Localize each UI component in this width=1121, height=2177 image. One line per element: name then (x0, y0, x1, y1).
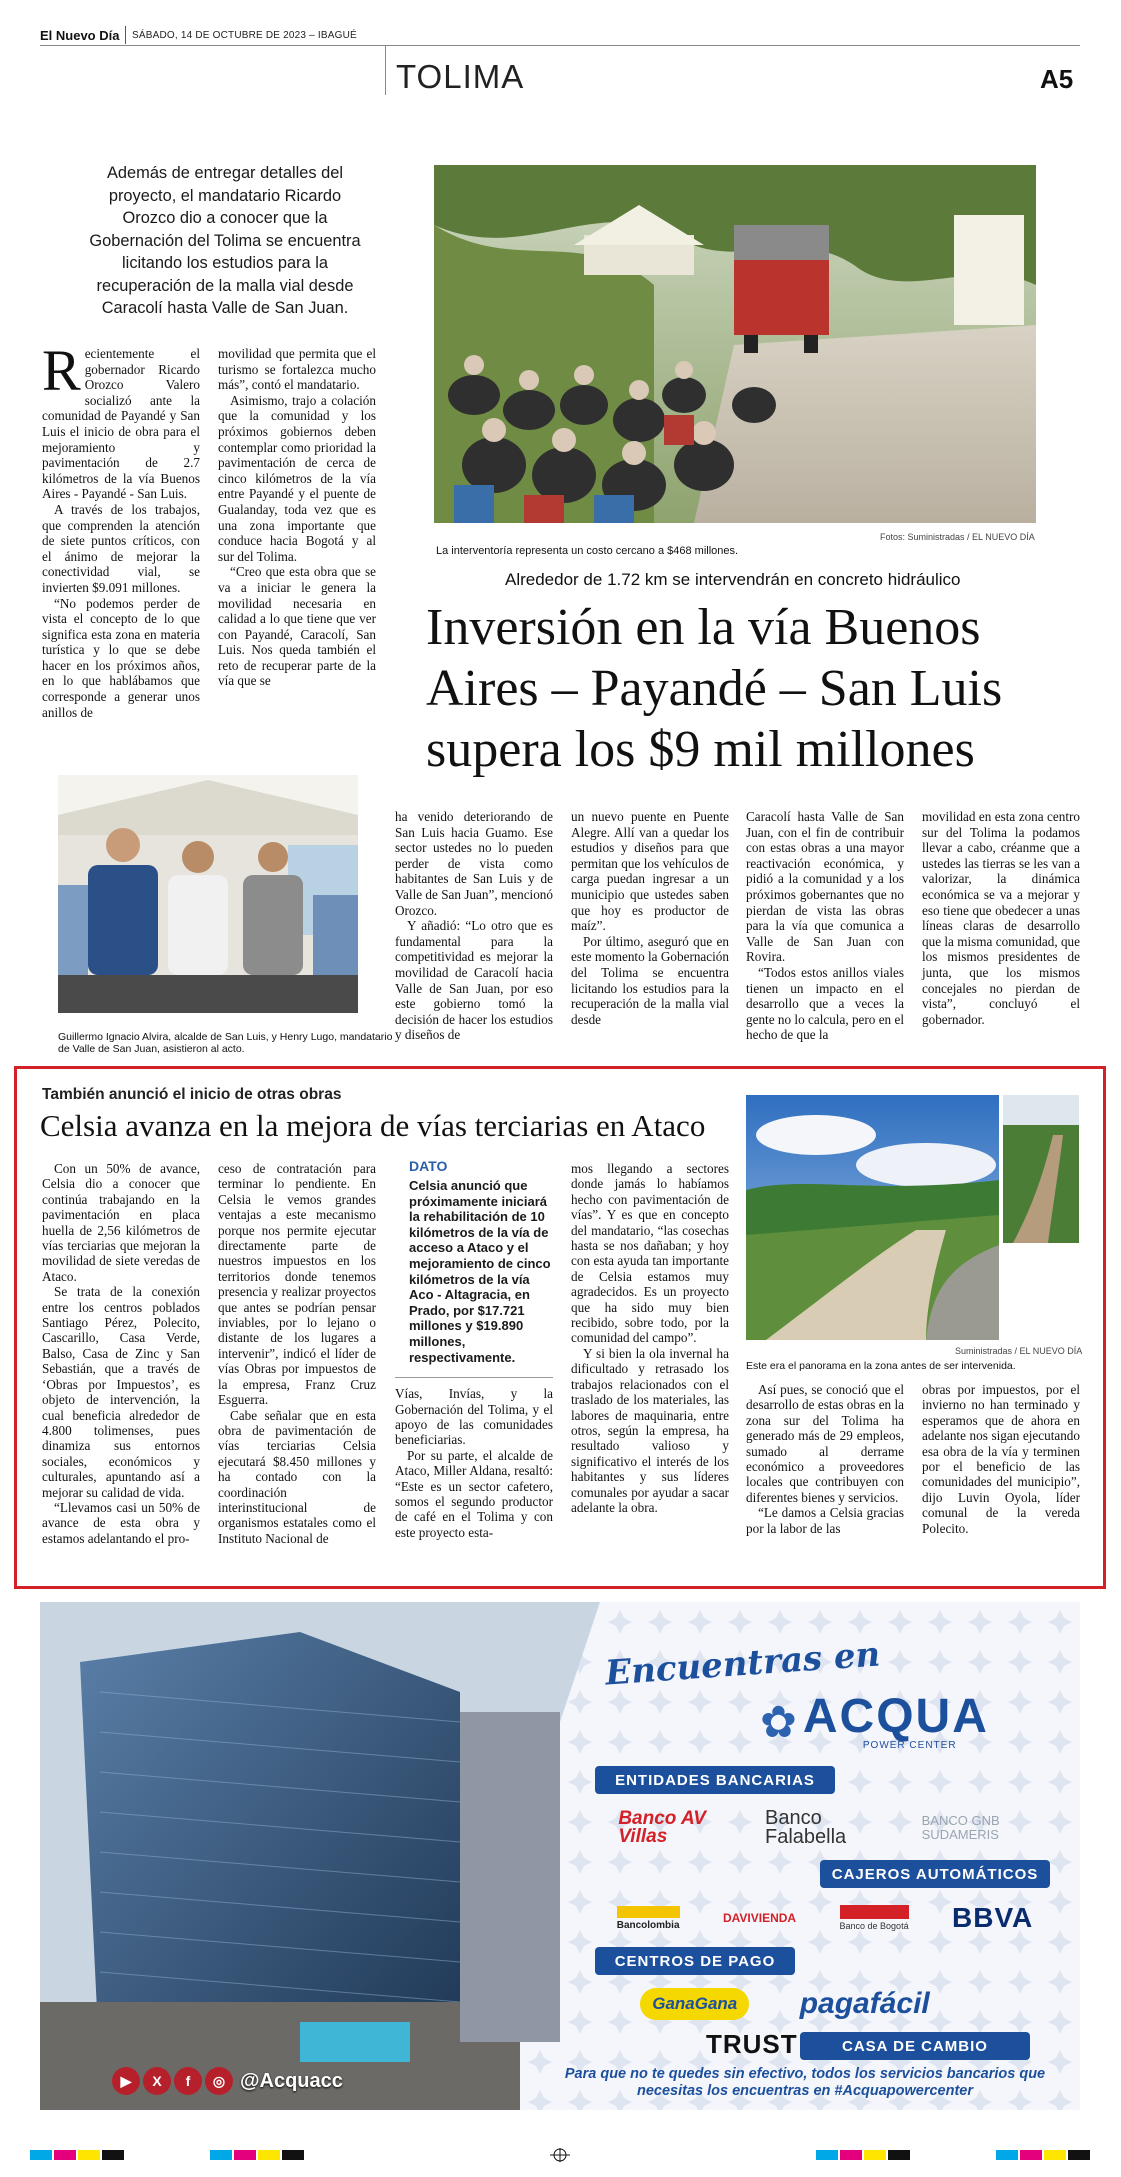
dato-text: Celsia anunció que próximamente iniciará la rehabilitación de 10 kilómetros de la vía de acceso a Ataco y el mejoramiento de cinco kilómetros de la vía Aco - Altagracia, en Prado, por $17.721 millones y $19.890 millones, respectivamente. (395, 1178, 553, 1378)
story2-inset-photo (1003, 1095, 1079, 1243)
story2-col2 (218, 1161, 376, 1546)
story1-second-photo-caption: Guillermo Ignacio Alvira, alcalde de San Luis, y Henry Lugo, mandatario de Valle de San Juan, asistieron al acto. (58, 1031, 393, 1055)
atm-logo-bancolombia[interactable]: Bancolombia (617, 1906, 680, 1931)
trust-logo[interactable]: TRUST (706, 2029, 798, 2059)
paragraph: “Le damos a Celsia gracias por la labor de las (746, 1505, 904, 1536)
registration-bar (30, 2148, 1090, 2162)
story2-col1 (42, 1161, 200, 1546)
bank-logo-falabella[interactable]: Banco Falabella (764, 1807, 847, 1848)
paragraph: Con un 50% de avance, Celsia dio a conocer que continúa trabajando en la pavimentación en placa huella de 2,56 kilómetros de vías terciarias que mejoran la movilidad de siete veredas de Ataco. (42, 1161, 200, 1284)
story2-kicker: También anunció el inicio de otras obras (42, 1086, 342, 1103)
atm-logo-bogota[interactable]: Banco de Bogotá (840, 1905, 909, 1931)
masthead-separator (125, 26, 126, 44)
story2-col6 (922, 1382, 1080, 1536)
story2-main-photo (746, 1095, 999, 1340)
paragraph: ceso de contratación para terminar lo pendiente. En Celsia le vemos grandes ventajas a este mecanismo porque nos permite ejecutar directamente parte de nuestros impuestos en los territorios donde tenemos presencia y realizar proyectos que antes se podrían pensar inviables, por lo lejano o distante de los lugares a intervenir”, indicó el líder de vías Obras por impuestos de la empresa, Franz Cruz Esguerra. (218, 1161, 376, 1408)
paragraph: Por su parte, el alcalde de Ataco, Miller Aldana, resaltó: “Este es un sector cafetero, somos el segundo productor de café en el Tolima y con este proyecto esta- (395, 1447, 553, 1540)
paragraph: obras por impuestos, por el invierno no han terminado y esperamos que de ahora en adelante nos sigan ejecutando esa obra de la vía y terminen por el beneficio de las comunidades del municipio”, dijo Luvin Oyola, líder comunal de la vereda Polecito. (922, 1382, 1080, 1536)
story1-photo-credit: Fotos: Suministradas / EL NUEVO DÍA (880, 532, 1035, 542)
story2-col5 (746, 1382, 904, 1536)
masthead-name: El Nuevo Día (40, 28, 120, 43)
story1-col5 (746, 809, 904, 1043)
section-divider (385, 45, 386, 95)
atms-row (595, 1892, 1055, 1944)
social-bar (112, 2067, 343, 2095)
masthead (40, 28, 119, 43)
bank-logo-gnb[interactable]: BANCO GNB SUDAMERIS (921, 1813, 1000, 1842)
acqua-logo-icon: ✿ (760, 1698, 797, 1747)
facebook-icon[interactable]: f (174, 2067, 202, 2095)
banks-row (595, 1798, 1055, 1858)
acqua-logo (760, 1690, 989, 1751)
youtube-icon[interactable]: ▶ (112, 2067, 140, 2095)
paragraph: movilidad en esta zona centro sur del Tolima la podamos llevar a cabo, créanme que a ustedes las tierras se les van a valorizar, la dinámica económica se va a mejorar y eso tiene que obedecer a unas líneas claras de desarrollo que la misma comunidad, que los mismos presidentes de junta, que los mismos concejales no pierdan de vista”, concluyó el gobernador. (922, 809, 1080, 1027)
paragraph: Vías, Invías, y la Gobernación del Tolima, y el apoyo de las comunidades beneficiarias. (395, 1386, 553, 1448)
paragraph: Asimismo, trajo a colación que la comunidad y los próximos gobiernos deben contemplar como prioridad la pavimentación de cerca de cinco kilómetros de la vía entre Payandé y el puente de Gualanday, toda vez que es una zona importante que conduce hacia Bogotá y al sur del Tolima. (218, 392, 376, 564)
story2-photo-caption: Este era el panorama en la zona antes de ser intervenida. (746, 1360, 1016, 1372)
story2-headline: Celsia avanza en la mejora de vías terciarias en Ataco (40, 1108, 706, 1143)
section-pill-atms: CAJEROS AUTOMÁTICOS (820, 1860, 1050, 1888)
paragraph: un nuevo puente en Puente Alegre. Allí van a quedar los estudios y diseños para que permitan que los vehículos de carga puedan ingresar a un municipio que ustedes saben que hoy es productor de maíz”. (571, 809, 729, 934)
section-pill-exchange: CASA DE CAMBIO (800, 2032, 1030, 2060)
payments-row (615, 1979, 955, 2029)
ad-script-title: Encuentras en (603, 1634, 882, 1694)
story1-col2 (218, 346, 376, 689)
paragraph: Por último, aseguró que en este momento la Gobernación del Tolima se encuentra licitando los estudios para la recuperación de la malla vial desde (571, 933, 729, 1027)
dato-label: DATO (409, 1158, 448, 1174)
paragraph: A través de los trabajos, que comprenden la atención de siete puntos críticos, con el ánimo de mejorar la conectividad vial, se invierten $9.091 millones. (42, 501, 200, 595)
header-rule (40, 45, 1080, 46)
story1-col1 (42, 338, 200, 720)
acqua-brand-sub: POWER CENTER (862, 1740, 957, 1751)
drop-cap: R (42, 338, 81, 403)
atm-logo-bbva[interactable]: BBVA (952, 1902, 1034, 1933)
story1-main-photo (434, 165, 1036, 523)
story2-col4 (571, 1161, 729, 1515)
story1-second-photo (58, 775, 358, 1013)
section-pill-banks: ENTIDADES BANCARIAS (595, 1766, 835, 1794)
section-pill-payments: CENTROS DE PAGO (595, 1947, 795, 1975)
story1-col4 (571, 809, 729, 1027)
social-handle: @Acquacc (240, 2069, 343, 2092)
acqua-ad[interactable] (40, 1602, 1080, 2110)
story1-col3 (395, 809, 553, 1043)
ad-tagline: Para que no te quedes sin efectivo, todos los servicios bancarios que necesitas los encuentras en #Acquapowercenter (564, 2066, 1046, 2099)
paragraph: ecientemente el gobernador Ricardo Orozco Valero socializó ante la comunidad de Payandé y San Luis el inicio de obra para el mejoramiento y pavimentación de 2.7 kilómetros de la vía Buenos Aires - Payandé - San Luis. (42, 346, 200, 502)
story1-photo-caption: La interventoría representa un costo cercano a $468 millones. (436, 545, 739, 557)
paragraph: Cabe señalar que en esta obra de pavimentación de vías terciarias Celsia ejecutará $8.450 millones y ha contado con la coordinación interinstitucional de organismos estatales como el Instituto Nacional de (218, 1407, 376, 1546)
story1-kicker: Alrededor de 1.72 km se intervendrán en concreto hidráulico (505, 570, 961, 589)
paragraph: “Creo que esta obra que se va a iniciar le genera la movilidad necesaria en calidad a lo que tiene que ver con Payandé, Caracolí, San Luis. Nos queda también el reto de recuperar parte de la vía que se (218, 564, 376, 689)
story2-photo-credit: Suministradas / EL NUEVO DÍA (955, 1346, 1083, 1356)
story1-lede: Además de entregar detalles del proyecto, el mandatario Ricardo Orozco dio a conocer que la Gobernación del Tolima se encuentra licitando los estudios para la recuperación de la malla vial desde Caracolí hasta Valle de San Juan. (89, 164, 361, 317)
paragraph: movilidad que permita que el turismo se fortalezca mucho más”, contó el mandatario. (218, 346, 376, 393)
atm-logo-davivienda[interactable]: DAVIVIENDA (722, 1911, 797, 1925)
paragraph: “No podemos perder de vista el concepto de lo que significa esta zona en materia turística y lo que se debe hacer en los próximos años, en lo que hablábamos que corresponde a generar unos anillos de (42, 595, 200, 720)
story2-col3-text (395, 1386, 553, 1540)
instagram-icon[interactable]: ◎ (205, 2067, 233, 2095)
x-icon[interactable]: X (143, 2067, 171, 2095)
paragraph: Y añadió: “Lo otro que es fundamental para la competitividad es mejorar la movilidad de Caracolí hacia Valle de San Juan, por eso este gobierno tomó la decisión de hacer los estudios y diseños de (395, 918, 553, 1043)
bank-logo-avvillas[interactable]: Banco AV Villas (618, 1808, 706, 1847)
paragraph: ha venido deteriorando de San Luis hacia Guamo. Ese sector ustedes no lo pueden perder de vista como habitantes de San Luis y de Valle de San Juan”, mencionó Orozco. (395, 809, 553, 918)
paragraph: Se trata de la conexión entre los centros poblados Santiago Pérez, Polecito, Cascarillo, Casa Verde, Balso, Casa de Zinc y San Sebastián, que a través de ‘Obras por Impuestos’, es objeto de intervención, la cual beneficia alrededor de 4.800 tolimenses, pues dinamiza sus entornos sociales, económicos y culturales, apuntando así a mejorar su calidad de vida. (42, 1284, 200, 1500)
paragraph: Y si bien la ola invernal ha dificultado y retrasado los trabajos relacionados con el traslado de los materiales, las labores de maquinaria, entre otros, según la empresa, ha resultado valioso y significativo el interés de los habitantes y sus líderes comunales por ayudar a sacar adelante la obra. (571, 1345, 729, 1515)
paragraph: mos llegando a sectores donde jamás lo habíamos hecho con pavimentación de vías”. Y es que en concepto del mandatario, “las cosechas hasta se nos dañaban; y hoy con esta ayuda tan importante de Celsia estamos muy agradecidos. Es un proyecto que ha sido muy bien recibido, sobre todo, por la comunidad del campo”. (571, 1161, 729, 1346)
section-title: TOLIMA (396, 58, 525, 95)
paragraph: “Todos estos anillos viales tienen un impacto en el desarrollo que a veces la gente no lo calcula, pero en el hecho de que la (746, 964, 904, 1043)
story2-col3 (395, 1158, 553, 1540)
acqua-brand: ACQUA (802, 1690, 989, 1743)
paragraph: Caracolí hasta Valle de San Juan, con el fin de contribuir con estas obras a una mayor reactivación económica, y pidió a la comunidad y a los próximos gobernantes que no pierdan de vista las obras para la vía que comunica a Valle de San Juan con Rovira. (746, 809, 904, 965)
paragraph: “Llevamos casi un 50% de avance de esta obra y estamos adelantando el pro- (42, 1499, 200, 1546)
payment-logo-ganagana[interactable]: GanaGana (640, 1988, 749, 2020)
payment-logo-pagafacil[interactable]: pagafácil (799, 1987, 930, 2020)
date-line: SÁBADO, 14 DE OCTUBRE DE 2023 – IBAGUÉ (132, 30, 357, 41)
page-number: A5 (1040, 64, 1074, 94)
paragraph: Así pues, se conoció que el desarrollo de estas obras en la zona sur del Tolima ha generado más de 29 empleos, sumado al derrame económico a proveedores locales que contribuyen con diferentes bienes y servicios. (746, 1382, 904, 1505)
story1-headline: Inversión en la vía Buenos Aires – Payandé – San Luis supera los $9 mil millones (426, 599, 1003, 778)
story1-col6 (922, 809, 1080, 1027)
